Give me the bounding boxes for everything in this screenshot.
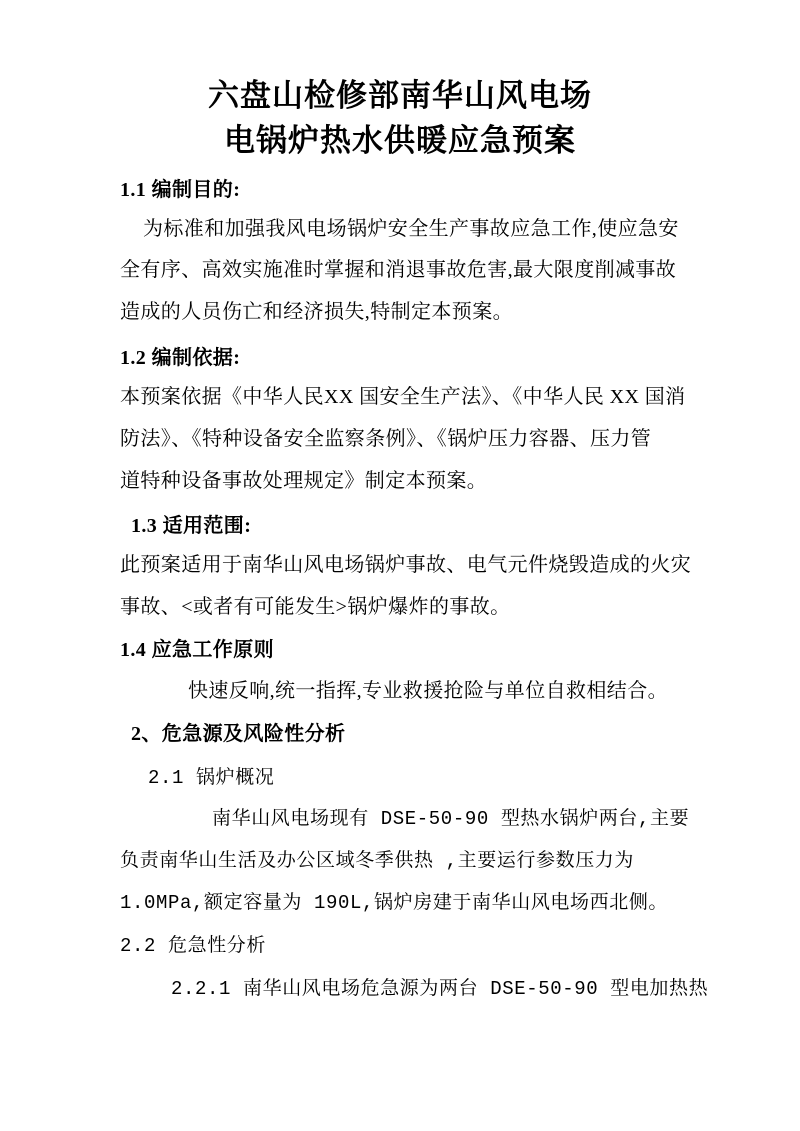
paragraph-line: 本预案依据《中华人民XX 国安全生产法》、《中华人民 XX 国消 bbox=[120, 386, 686, 408]
paragraph-line: 事故、<或者有可能发生>锅炉爆炸的事故。 bbox=[120, 596, 511, 618]
paragraph-line: 道特种设备事故处理规定》制定本预案。 bbox=[120, 470, 488, 492]
paragraph-line: 负责南华山生活及办公区域冬季供热 ,主要运行参数压力为 bbox=[120, 850, 635, 872]
paragraph-line: 南华山风电场现有 DSE-50-90 型热水锅炉两台,主要 bbox=[212, 808, 690, 830]
paragraph-line: 防法》、《特种设备安全监察条例》、《锅炉压力容器、压力管 bbox=[120, 428, 652, 450]
document-title-line-1: 六盘山检修部南华山风电场 bbox=[208, 78, 592, 113]
paragraph-line: 1.0MPa,额定容量为 190L,锅炉房建于南华山风电场西北侧。 bbox=[120, 892, 669, 914]
paragraph-line: 造成的人员伤亡和经济损失,特制定本预案。 bbox=[120, 301, 513, 323]
section-heading-1-3: 1.3 适用范围: bbox=[131, 515, 252, 537]
section-heading-1-4: 1.4 应急工作原则 bbox=[120, 639, 274, 661]
document-title-line-2: 电锅炉热水供暖应急预案 bbox=[224, 123, 576, 158]
section-heading-2-2: 2.2 危急性分析 bbox=[120, 935, 267, 957]
section-heading-1-1: 1.1 编制目的: bbox=[120, 179, 241, 201]
paragraph-line: 快速反响,统一指挥,专业救援抢险与单位自救相结合。 bbox=[188, 680, 668, 702]
paragraph-line: 全有序、高效实施准时掌握和消退事故危害,最大限度削减事故 bbox=[120, 259, 677, 281]
section-heading-1-2: 1.2 编制依据: bbox=[120, 347, 241, 369]
section-heading-2-1: 2.1 锅炉概况 bbox=[148, 767, 275, 789]
paragraph-line: 为标准和加强我风电场锅炉安全生产事故应急工作,使应急安 bbox=[143, 218, 679, 240]
paragraph-line: 此预案适用于南华山风电场锅炉事故、电气元件烧毁造成的火灾 bbox=[120, 554, 692, 576]
section-heading-2: 2、危急源及风险性分析 bbox=[131, 723, 346, 745]
paragraph-line: 2.2.1 南华山风电场危急源为两台 DSE-50-90 型电加热热 bbox=[171, 978, 709, 1000]
